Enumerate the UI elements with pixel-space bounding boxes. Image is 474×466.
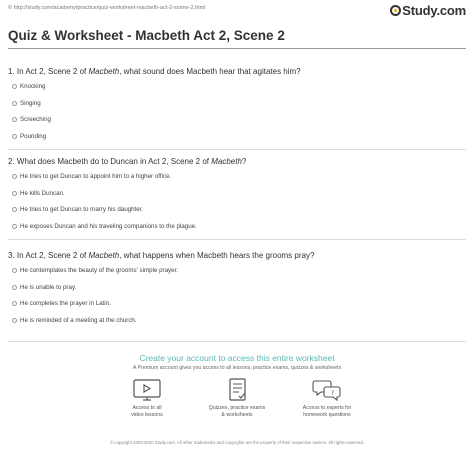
question-divider: [8, 149, 466, 150]
question-3: [8, 250, 466, 331]
study-logo[interactable]: [390, 3, 466, 18]
premium-promo: [0, 353, 474, 371]
question-divider: [8, 239, 466, 240]
radio-circle-icon[interactable]: [12, 117, 17, 122]
radio-circle-icon[interactable]: [12, 301, 17, 306]
feature-experts: [272, 377, 382, 418]
answer-option[interactable]: He kills Duncan.: [8, 188, 466, 205]
premium-features: [0, 377, 474, 422]
radio-circle-icon[interactable]: [12, 285, 17, 290]
answer-option[interactable]: Screeching: [8, 114, 466, 131]
question-1-text: 1. In Act 2, Scene 2 of Macbeth, what sound does Macbeth hear that agitates him?: [8, 67, 301, 76]
study-logo-text: Study.com: [402, 3, 466, 18]
video-lessons-icon: [130, 377, 164, 403]
experts-icon: [310, 377, 344, 403]
radio-circle-icon[interactable]: [12, 134, 17, 139]
answer-option[interactable]: He contemplates the beauty of the grooms' simple prayer.: [8, 265, 466, 282]
page-url[interactable]: © http://study.com/academy/practice/quiz-worksheet-macbeth-act-2-scene-2.html: [8, 5, 206, 11]
radio-circle-icon[interactable]: [12, 207, 17, 212]
radio-circle-icon[interactable]: [12, 191, 17, 196]
title-divider: [8, 48, 466, 49]
question-1: [8, 66, 466, 147]
quizzes-exams-icon: [220, 377, 254, 403]
answer-option[interactable]: Singing: [8, 98, 466, 115]
radio-circle-icon[interactable]: [12, 224, 17, 229]
section-divider: [8, 341, 466, 342]
page-title: Quiz & Worksheet - Macbeth Act 2, Scene 2: [8, 28, 285, 43]
radio-circle-icon[interactable]: [12, 101, 17, 106]
answer-option[interactable]: He completes the prayer in Latin.: [8, 298, 466, 315]
question-2: [8, 156, 466, 237]
answer-option[interactable]: Knocking: [8, 81, 466, 98]
answer-option[interactable]: He tries to get Duncan to marry his daughter.: [8, 204, 466, 221]
answer-option[interactable]: Pounding: [8, 131, 466, 148]
promo-subtitle: A Premium account gives you access to all lessons, practice exams, quizzes & worksheets: [132, 365, 342, 371]
answer-option[interactable]: He tries to get Duncan to appoint him to a higher office.: [8, 171, 466, 188]
question-2-text: 2. What does Macbeth do to Duncan in Act 2, Scene 2 of Macbeth?: [8, 157, 247, 166]
answer-option[interactable]: He is unable to pray.: [8, 282, 466, 299]
answer-option[interactable]: He is reminded of a meeting at the church.: [8, 315, 466, 332]
svg-text:?: ?: [331, 390, 335, 397]
radio-circle-icon[interactable]: [12, 318, 17, 323]
study-logo-icon: [390, 5, 401, 16]
feature-video-lessons-text: Access to all video lessons: [131, 405, 163, 418]
feature-experts-text: Access to experts for homework questions: [302, 405, 352, 418]
promo-title[interactable]: Create your account to access this entire worksheet: [139, 353, 335, 363]
top-bar: [0, 0, 474, 20]
radio-circle-icon[interactable]: [12, 268, 17, 273]
question-3-text: 3. In Act 2, Scene 2 of Macbeth, what happens when Macbeth hears the grooms pray?: [8, 251, 315, 260]
copyright-notice: © copyright 2003-2020 Study.com. All other trademarks and copyrights are the property of their respective owners. All rights reserved.: [110, 440, 364, 445]
radio-circle-icon[interactable]: [12, 84, 17, 89]
feature-quizzes-exams-text: Quizzes, practice exams & worksheets: [208, 405, 266, 418]
answer-option[interactable]: He exposes Duncan and his traveling companions to the plague.: [8, 221, 466, 238]
radio-circle-icon[interactable]: [12, 174, 17, 179]
